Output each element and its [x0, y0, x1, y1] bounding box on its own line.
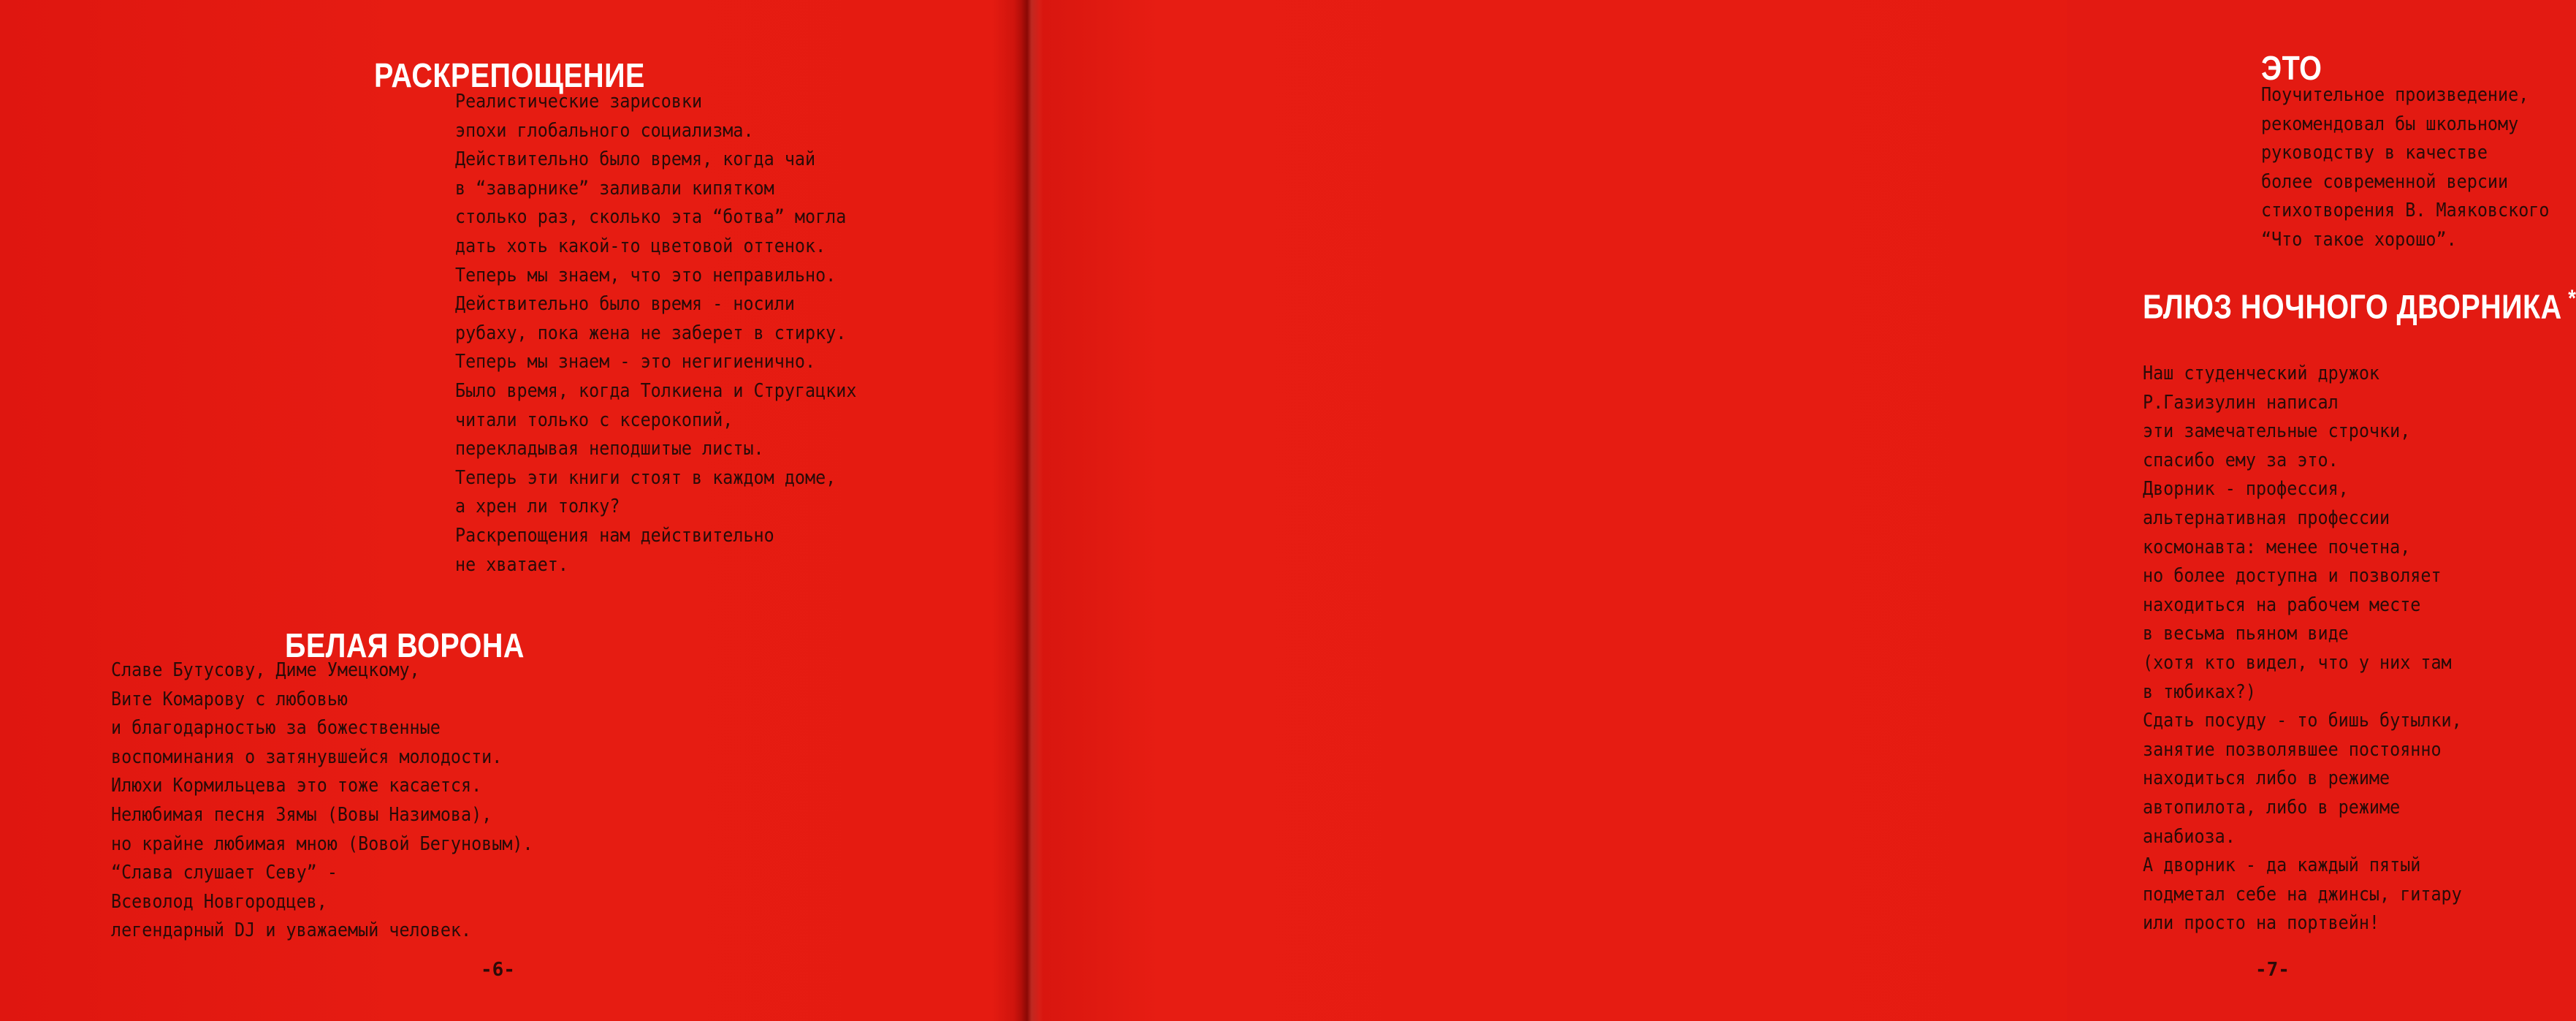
text-line: эти замечательные строчки,: [2143, 420, 2411, 443]
text-line: читали только с ксерокопий,: [455, 409, 733, 431]
section-title-blues: [2143, 285, 2576, 326]
text-line: столько раз, сколько эта “ботва” могла: [455, 206, 847, 229]
text-line: анабиоза.: [2143, 825, 2236, 848]
text-line: Вите Комарову с любовью: [111, 688, 348, 710]
text-line: Реалистические зарисовки: [455, 91, 703, 113]
text-line: находиться на рабочем месте: [2143, 593, 2421, 616]
text-line: более современной версии: [2261, 170, 2509, 193]
text-line: эпохи глобального социализма.: [455, 119, 754, 142]
text-line: автопилота, либо в режиме: [2143, 796, 2401, 819]
text-line: “Слава слушает Севу” -: [111, 862, 338, 884]
text-line: стихотворения В. Маяковского: [2261, 200, 2550, 222]
text-line: Раскрепощения нам действительно: [455, 524, 774, 547]
text-line: А дворник - да каждый пятый: [2143, 854, 2421, 877]
text-line: Теперь мы знаем, что это неправильно.: [455, 264, 837, 286]
text-line: “Что такое хорошо”.: [2261, 228, 2457, 251]
text-line: Р.Газизулин написал: [2143, 391, 2339, 414]
text-line: воспоминания о затянувшейся молодости.: [111, 745, 503, 768]
text-line: дать хоть какой-то цветовой оттенок.: [455, 235, 826, 257]
section-title-belaya-vorona: БЕЛАЯ ВОРОНА: [285, 626, 525, 664]
text-line: подметал себе на джинсы, гитару: [2143, 883, 2462, 906]
text-line: рекомендовал бы школьному: [2261, 113, 2519, 135]
section-text-eto: [2261, 81, 2549, 255]
section-title-raskreposhchenie: РАСКРЕПОЩЕНИЕ: [374, 56, 645, 94]
text-line: Наш студенческий дружок: [2143, 363, 2380, 384]
text-line: но крайне любимая мною (Вовой Бегуновым).: [111, 832, 533, 855]
text-line: перекладывая неподшитые листы.: [455, 438, 764, 460]
text-line: не хватает.: [455, 553, 568, 576]
text-line: занятие позволявшее постоянно: [2143, 738, 2442, 761]
text-line: Всеволод Новгородцев,: [111, 890, 327, 913]
text-line: Илюхи Кормильцева это тоже касается.: [111, 775, 482, 797]
text-line: Сдать посуду - то бишь бутылки,: [2143, 710, 2462, 732]
text-line: в весьма пьяном виде: [2143, 623, 2349, 645]
page-number-right: -7-: [2255, 959, 2290, 981]
right-page: [1026, 0, 2576, 1021]
text-line: альтернативная профессии: [2143, 506, 2390, 529]
text-line: и благодарностью за божественные: [111, 717, 441, 740]
text-line: Действительно было время, когда чай: [455, 148, 816, 171]
left-page: [0, 0, 1026, 1021]
section-text-raskreposhchenie: [455, 88, 856, 580]
section-text-belaya-vorona: [111, 656, 533, 946]
footnote-asterisk: *: [2568, 285, 2576, 311]
text-line: Славе Бутусову, Диме Умецкому,: [111, 659, 420, 681]
text-line: Поучительное произведение,: [2261, 84, 2529, 106]
text-line: а хрен ли толку?: [455, 496, 620, 518]
text-line: в тюбиках?): [2143, 680, 2256, 703]
text-line: рубаху, пока жена не заберет в стирку.: [455, 322, 847, 344]
section-title-blues-text: БЛЮЗ НОЧНОГО ДВОРНИКА: [2143, 287, 2562, 326]
text-line: космонавта: менее почетна,: [2143, 536, 2411, 558]
text-line: или просто на портвейн!: [2143, 912, 2380, 935]
page-number-left: -6-: [481, 959, 515, 981]
text-line: в “заварнике” заливали кипятком: [455, 177, 774, 200]
text-line: (хотя кто видел, что у них там: [2143, 651, 2452, 674]
text-line: Теперь мы знаем - это негигиенично.: [455, 351, 816, 373]
text-line: Действительно было время - носили: [455, 293, 795, 316]
text-line: спасибо ему за это.: [2143, 449, 2339, 471]
text-line: но более доступна и позволяет: [2143, 565, 2442, 588]
text-line: руководству в качестве: [2261, 142, 2488, 164]
text-line: Теперь эти книги стоят в каждом доме,: [455, 466, 837, 489]
text-line: находиться либо в режиме: [2143, 767, 2390, 790]
text-line: Было время, когда Толкиена и Стругацких: [455, 379, 857, 402]
section-text-blues: [2143, 360, 2462, 938]
text-line: Дворник - профессия,: [2143, 478, 2349, 501]
section-title-eto: ЭТО: [2261, 49, 2322, 87]
text-line: легендарный DJ и уважаемый человек.: [111, 919, 472, 942]
text-line: Нелюбимая песня Зямы (Вовы Назимова),: [111, 803, 492, 826]
